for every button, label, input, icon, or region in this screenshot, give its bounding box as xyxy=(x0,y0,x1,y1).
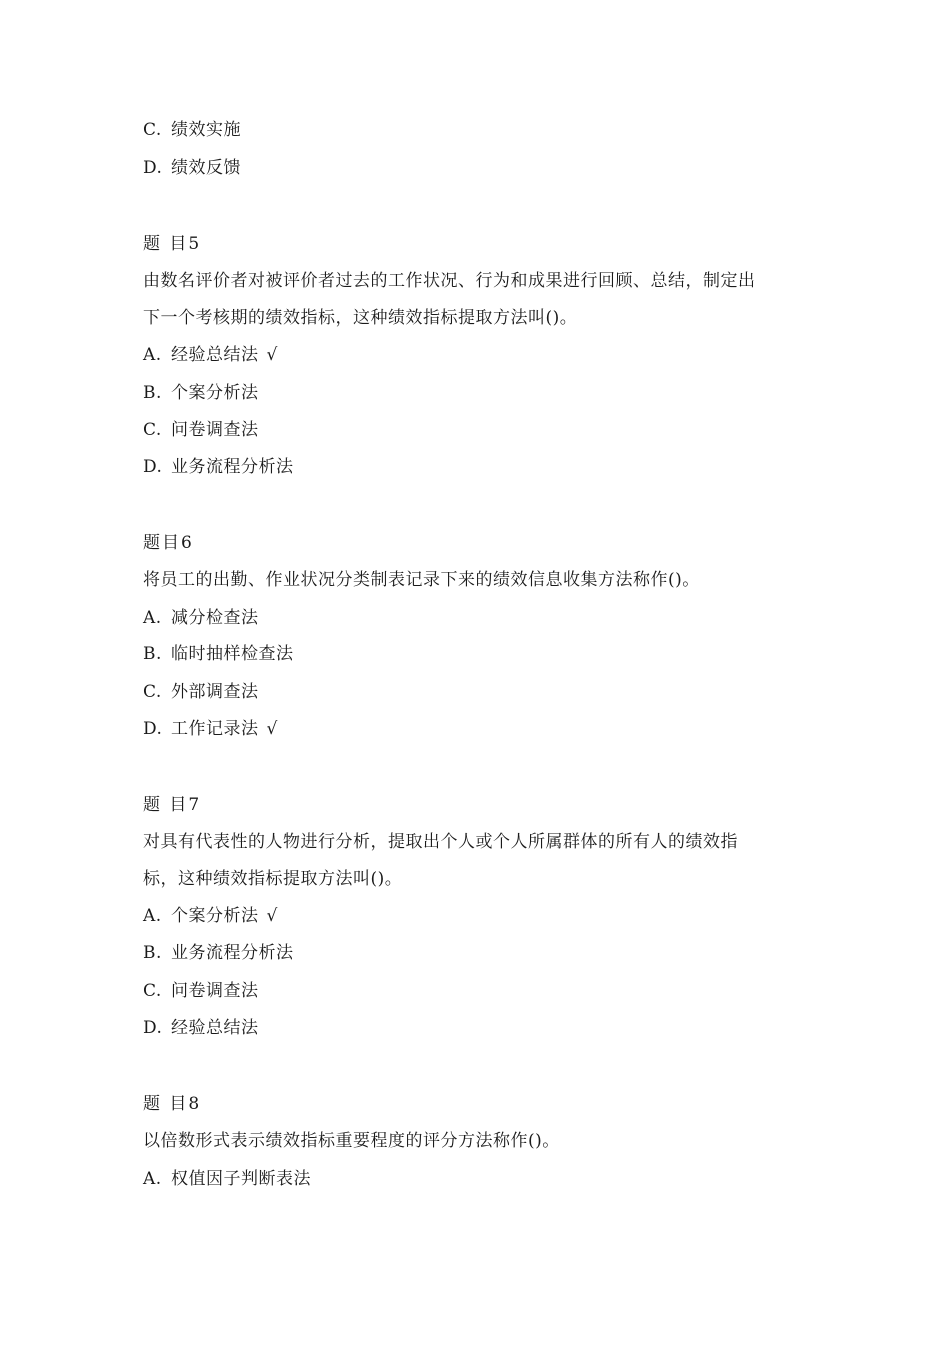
correct-check-mark: √ xyxy=(266,906,278,926)
option-c xyxy=(143,980,259,1002)
option-text: 绩效反馈 xyxy=(171,158,241,178)
option-letter: B. xyxy=(143,644,162,664)
question-stem-line: 由数名评价者对被评价者过去的工作状况、行为和成果进行回顾、总结，制定出 xyxy=(143,271,756,291)
question-stem-line: 标，这种绩效指标提取方法叫()。 xyxy=(143,869,403,889)
option-text: 临时抽样检查法 xyxy=(171,644,294,664)
option-text: 个案分析法 xyxy=(171,906,259,926)
option-letter: C. xyxy=(143,981,162,1001)
option-text: 业务流程分析法 xyxy=(171,943,294,963)
option-text: 减分检查法 xyxy=(171,608,259,628)
option-text: 经验总结法 xyxy=(171,1018,259,1038)
option-d xyxy=(143,456,294,478)
question-title: 题 目7 xyxy=(143,795,202,815)
option-text: 业务流程分析法 xyxy=(171,457,294,477)
correct-check-mark: √ xyxy=(266,345,278,365)
question-title: 题 目8 xyxy=(143,1094,202,1114)
option-b xyxy=(143,382,259,404)
option-text: 权值因子判断表法 xyxy=(171,1169,311,1189)
option-d xyxy=(143,157,241,179)
option-a xyxy=(143,344,278,366)
option-letter: A. xyxy=(143,345,162,365)
option-text: 工作记录法 xyxy=(171,719,259,739)
question-stem-line: 以倍数形式表示绩效指标重要程度的评分方法称作()。 xyxy=(143,1131,560,1151)
option-letter: C. xyxy=(143,120,162,140)
option-text: 外部调查法 xyxy=(171,682,259,702)
option-b xyxy=(143,942,294,964)
option-letter: C. xyxy=(143,420,162,440)
question-title: 题目6 xyxy=(143,533,194,553)
option-letter: B. xyxy=(143,383,162,403)
option-d xyxy=(143,718,278,740)
question-stem-line: 下一个考核期的绩效指标，这种绩效指标提取方法叫()。 xyxy=(143,308,578,328)
option-letter: A. xyxy=(143,1169,162,1189)
option-text: 问卷调查法 xyxy=(171,981,259,1001)
question-title: 题 目5 xyxy=(143,234,202,254)
option-text: 问卷调查法 xyxy=(171,420,259,440)
option-letter: D. xyxy=(143,158,163,178)
option-text: 绩效实施 xyxy=(171,120,241,140)
question-stem-line: 对具有代表性的人物进行分析，提取出个人或个人所属群体的所有人的绩效指 xyxy=(143,832,738,852)
option-letter: D. xyxy=(143,1018,163,1038)
option-letter: D. xyxy=(143,457,163,477)
option-c xyxy=(143,419,259,441)
option-b xyxy=(143,643,294,665)
option-letter: D. xyxy=(143,719,163,739)
option-letter: B. xyxy=(143,943,162,963)
correct-check-mark: √ xyxy=(266,719,278,739)
option-c xyxy=(143,119,241,141)
option-text: 经验总结法 xyxy=(171,345,259,365)
option-letter: C. xyxy=(143,682,162,702)
option-a xyxy=(143,607,259,629)
option-a xyxy=(143,905,278,927)
option-d xyxy=(143,1017,259,1039)
option-letter: A. xyxy=(143,906,162,926)
option-a xyxy=(143,1168,311,1190)
option-c xyxy=(143,681,259,703)
option-letter: A. xyxy=(143,608,162,628)
option-text: 个案分析法 xyxy=(171,383,259,403)
question-stem-line: 将员工的出勤、作业状况分类制表记录下来的绩效信息收集方法称作()。 xyxy=(143,570,700,590)
